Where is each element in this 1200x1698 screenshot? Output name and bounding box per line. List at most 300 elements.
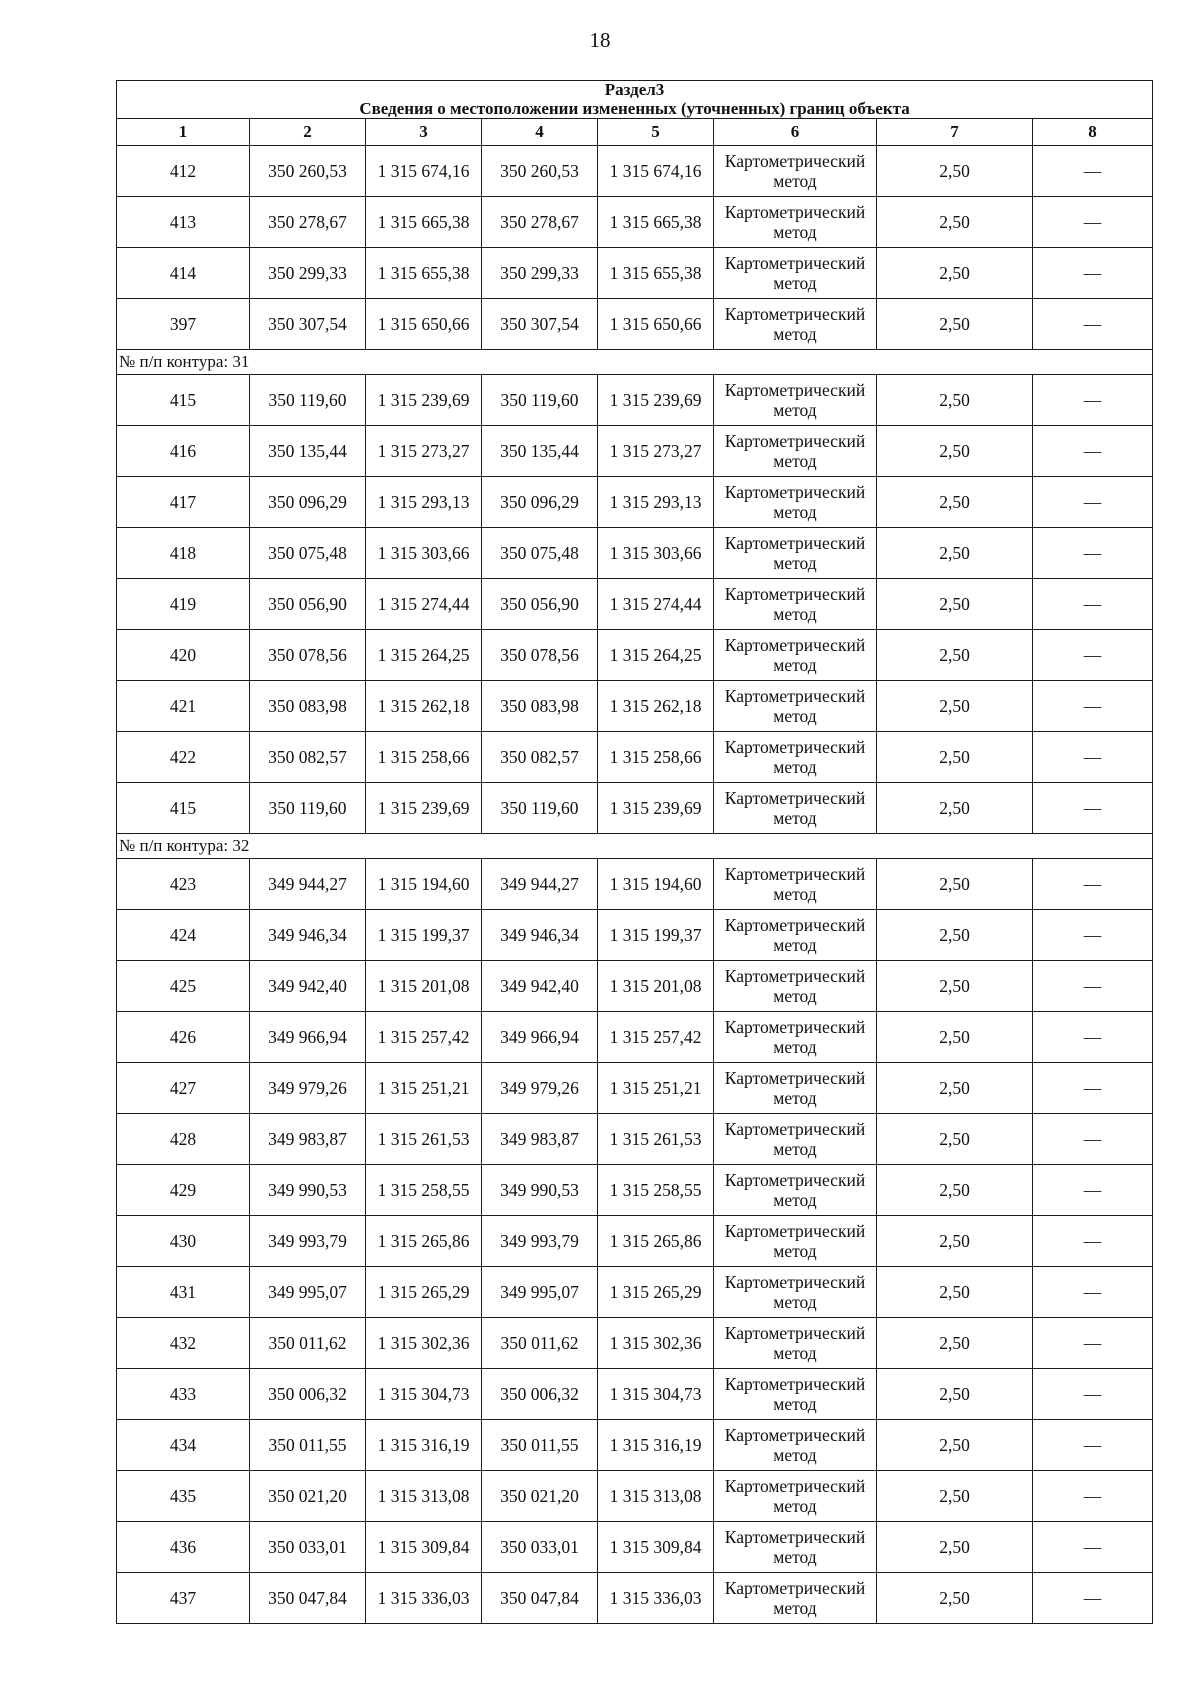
method-cell xyxy=(714,375,877,426)
table-row xyxy=(117,299,1153,350)
x-new-cell: 350 307,54 xyxy=(482,299,598,350)
x-new-cell: 350 033,01 xyxy=(482,1522,598,1573)
note-cell: — xyxy=(1033,477,1153,528)
precision-cell: 2,50 xyxy=(877,375,1033,426)
table-row xyxy=(117,732,1153,783)
method-text-line: Картометрический xyxy=(724,1068,866,1089)
x-new-cell: 349 966,94 xyxy=(482,1012,598,1063)
method-text-line: Картометрический xyxy=(724,737,866,758)
y-existing-cell: 1 315 665,38 xyxy=(366,197,482,248)
method-cell xyxy=(714,1012,877,1063)
x-new-cell: 350 299,33 xyxy=(482,248,598,299)
precision-cell: 2,50 xyxy=(877,1420,1033,1471)
y-new-cell: 1 315 265,29 xyxy=(598,1267,714,1318)
table-row xyxy=(117,1267,1153,1318)
x-existing-cell: 350 119,60 xyxy=(250,375,366,426)
precision-cell: 2,50 xyxy=(877,579,1033,630)
point-number-cell: 435 xyxy=(117,1471,250,1522)
note-cell: — xyxy=(1033,248,1153,299)
x-existing-cell: 349 993,79 xyxy=(250,1216,366,1267)
x-existing-cell: 350 078,56 xyxy=(250,630,366,681)
precision-cell: 2,50 xyxy=(877,1216,1033,1267)
method-text-line: метод xyxy=(773,1088,817,1109)
y-new-cell: 1 315 293,13 xyxy=(598,477,714,528)
table-row xyxy=(117,1573,1153,1624)
method-cell xyxy=(714,1165,877,1216)
point-number-cell: 415 xyxy=(117,783,250,834)
x-existing-cell: 350 307,54 xyxy=(250,299,366,350)
x-new-cell: 349 946,34 xyxy=(482,910,598,961)
method-text-line: Картометрический xyxy=(724,1272,866,1293)
column-header: 6 xyxy=(714,119,877,146)
column-header: 4 xyxy=(482,119,598,146)
method-cell xyxy=(714,1573,877,1624)
precision-cell: 2,50 xyxy=(877,1114,1033,1165)
table-row xyxy=(117,1471,1153,1522)
precision-cell: 2,50 xyxy=(877,1063,1033,1114)
precision-cell: 2,50 xyxy=(877,248,1033,299)
y-new-cell: 1 315 239,69 xyxy=(598,375,714,426)
method-text-line: метод xyxy=(773,706,817,727)
y-new-cell: 1 315 650,66 xyxy=(598,299,714,350)
y-existing-cell: 1 315 262,18 xyxy=(366,681,482,732)
table-row xyxy=(117,961,1153,1012)
x-existing-cell: 349 979,26 xyxy=(250,1063,366,1114)
table-row xyxy=(117,426,1153,477)
method-text-line: Картометрический xyxy=(724,1170,866,1191)
note-cell: — xyxy=(1033,910,1153,961)
section-title: Раздел3 xyxy=(604,80,665,99)
method-cell xyxy=(714,197,877,248)
method-text-line: Картометрический xyxy=(724,1578,866,1599)
method-text-line: Картометрический xyxy=(724,864,866,885)
method-text-line: метод xyxy=(773,222,817,243)
note-cell: — xyxy=(1033,1165,1153,1216)
point-number-cell: 437 xyxy=(117,1573,250,1624)
table-row xyxy=(117,1318,1153,1369)
y-existing-cell: 1 315 264,25 xyxy=(366,630,482,681)
method-text-line: Картометрический xyxy=(724,915,866,936)
note-cell: — xyxy=(1033,681,1153,732)
x-new-cell: 350 119,60 xyxy=(482,375,598,426)
coordinates-table xyxy=(116,80,1153,1624)
y-new-cell: 1 315 239,69 xyxy=(598,783,714,834)
y-existing-cell: 1 315 273,27 xyxy=(366,426,482,477)
precision-cell: 2,50 xyxy=(877,1573,1033,1624)
x-existing-cell: 350 056,90 xyxy=(250,579,366,630)
method-text-line: Картометрический xyxy=(724,151,866,172)
y-new-cell: 1 315 201,08 xyxy=(598,961,714,1012)
table-row xyxy=(117,1522,1153,1573)
note-cell: — xyxy=(1033,783,1153,834)
point-number-cell: 416 xyxy=(117,426,250,477)
method-cell xyxy=(714,299,877,350)
y-existing-cell: 1 315 650,66 xyxy=(366,299,482,350)
x-new-cell: 350 021,20 xyxy=(482,1471,598,1522)
note-cell: — xyxy=(1033,197,1153,248)
y-new-cell: 1 315 273,27 xyxy=(598,426,714,477)
method-cell xyxy=(714,1471,877,1522)
precision-cell: 2,50 xyxy=(877,1471,1033,1522)
point-number-cell: 397 xyxy=(117,299,250,350)
table-body xyxy=(117,146,1153,1624)
table-row xyxy=(117,197,1153,248)
y-existing-cell: 1 315 239,69 xyxy=(366,375,482,426)
method-text-line: метод xyxy=(773,808,817,829)
x-new-cell: 350 119,60 xyxy=(482,783,598,834)
method-cell xyxy=(714,681,877,732)
method-text-line: метод xyxy=(773,884,817,905)
method-cell xyxy=(714,630,877,681)
x-existing-cell: 350 135,44 xyxy=(250,426,366,477)
point-number-cell: 426 xyxy=(117,1012,250,1063)
method-cell xyxy=(714,426,877,477)
y-new-cell: 1 315 674,16 xyxy=(598,146,714,197)
y-existing-cell: 1 315 655,38 xyxy=(366,248,482,299)
method-text-line: Картометрический xyxy=(724,966,866,987)
x-new-cell: 349 983,87 xyxy=(482,1114,598,1165)
table-row xyxy=(117,630,1153,681)
column-header: 2 xyxy=(250,119,366,146)
table-row xyxy=(117,579,1153,630)
x-new-cell: 349 979,26 xyxy=(482,1063,598,1114)
table-row xyxy=(117,1012,1153,1063)
precision-cell: 2,50 xyxy=(877,1318,1033,1369)
y-new-cell: 1 315 194,60 xyxy=(598,859,714,910)
table-row xyxy=(117,681,1153,732)
note-cell: — xyxy=(1033,859,1153,910)
method-cell xyxy=(714,910,877,961)
method-text-line: метод xyxy=(773,273,817,294)
precision-cell: 2,50 xyxy=(877,1165,1033,1216)
note-cell: — xyxy=(1033,1267,1153,1318)
x-new-cell: 350 260,53 xyxy=(482,146,598,197)
x-existing-cell: 350 096,29 xyxy=(250,477,366,528)
y-new-cell: 1 315 665,38 xyxy=(598,197,714,248)
method-cell xyxy=(714,859,877,910)
x-existing-cell: 349 946,34 xyxy=(250,910,366,961)
y-new-cell: 1 315 309,84 xyxy=(598,1522,714,1573)
table-row xyxy=(117,1114,1153,1165)
method-text-line: метод xyxy=(773,1292,817,1313)
precision-cell: 2,50 xyxy=(877,528,1033,579)
table-row xyxy=(117,528,1153,579)
precision-cell: 2,50 xyxy=(877,1012,1033,1063)
point-number-cell: 428 xyxy=(117,1114,250,1165)
note-cell: — xyxy=(1033,579,1153,630)
method-text-line: метод xyxy=(773,757,817,778)
method-text-line: Картометрический xyxy=(724,1323,866,1344)
precision-cell: 2,50 xyxy=(877,299,1033,350)
y-existing-cell: 1 315 309,84 xyxy=(366,1522,482,1573)
method-text-line: метод xyxy=(773,1547,817,1568)
y-existing-cell: 1 315 313,08 xyxy=(366,1471,482,1522)
method-text-line: метод xyxy=(773,1445,817,1466)
x-existing-cell: 350 033,01 xyxy=(250,1522,366,1573)
x-existing-cell: 350 082,57 xyxy=(250,732,366,783)
x-existing-cell: 350 083,98 xyxy=(250,681,366,732)
x-existing-cell: 350 006,32 xyxy=(250,1369,366,1420)
precision-cell: 2,50 xyxy=(877,197,1033,248)
column-header: 7 xyxy=(877,119,1033,146)
note-cell: — xyxy=(1033,732,1153,783)
method-text-line: метод xyxy=(773,553,817,574)
y-new-cell: 1 315 251,21 xyxy=(598,1063,714,1114)
y-existing-cell: 1 315 257,42 xyxy=(366,1012,482,1063)
precision-cell: 2,50 xyxy=(877,477,1033,528)
method-cell xyxy=(714,1114,877,1165)
contour-label: № п/п контура: 31 xyxy=(117,350,1153,375)
point-number-cell: 422 xyxy=(117,732,250,783)
table-row xyxy=(117,1420,1153,1471)
y-existing-cell: 1 315 674,16 xyxy=(366,146,482,197)
method-cell xyxy=(714,248,877,299)
point-number-cell: 415 xyxy=(117,375,250,426)
method-cell xyxy=(714,477,877,528)
y-new-cell: 1 315 304,73 xyxy=(598,1369,714,1420)
table-row xyxy=(117,477,1153,528)
x-new-cell: 350 011,55 xyxy=(482,1420,598,1471)
method-text-line: метод xyxy=(773,1139,817,1160)
column-header: 8 xyxy=(1033,119,1153,146)
point-number-cell: 427 xyxy=(117,1063,250,1114)
precision-cell: 2,50 xyxy=(877,426,1033,477)
method-text-line: Картометрический xyxy=(724,1527,866,1548)
method-cell xyxy=(714,732,877,783)
x-existing-cell: 349 942,40 xyxy=(250,961,366,1012)
method-text-line: Картометрический xyxy=(724,1221,866,1242)
method-text-line: метод xyxy=(773,1598,817,1619)
point-number-cell: 414 xyxy=(117,248,250,299)
table-row xyxy=(117,146,1153,197)
x-existing-cell: 349 990,53 xyxy=(250,1165,366,1216)
note-cell: — xyxy=(1033,1522,1153,1573)
method-text-line: Картометрический xyxy=(724,482,866,503)
x-existing-cell: 349 995,07 xyxy=(250,1267,366,1318)
y-new-cell: 1 315 302,36 xyxy=(598,1318,714,1369)
point-number-cell: 431 xyxy=(117,1267,250,1318)
method-text-line: метод xyxy=(773,324,817,345)
table-row xyxy=(117,859,1153,910)
method-text-line: Картометрический xyxy=(724,304,866,325)
x-existing-cell: 350 299,33 xyxy=(250,248,366,299)
method-text-line: метод xyxy=(773,604,817,625)
x-existing-cell: 350 278,67 xyxy=(250,197,366,248)
y-existing-cell: 1 315 274,44 xyxy=(366,579,482,630)
x-new-cell: 349 944,27 xyxy=(482,859,598,910)
x-existing-cell: 349 944,27 xyxy=(250,859,366,910)
note-cell: — xyxy=(1033,1369,1153,1420)
table-title xyxy=(117,81,1153,119)
method-text-line: метод xyxy=(773,1496,817,1517)
method-cell xyxy=(714,961,877,1012)
y-existing-cell: 1 315 194,60 xyxy=(366,859,482,910)
contour-label-row xyxy=(117,350,1153,375)
method-text-line: метод xyxy=(773,171,817,192)
method-cell xyxy=(714,1369,877,1420)
y-new-cell: 1 315 265,86 xyxy=(598,1216,714,1267)
note-cell: — xyxy=(1033,146,1153,197)
method-text-line: метод xyxy=(773,1190,817,1211)
note-cell: — xyxy=(1033,1318,1153,1369)
note-cell: — xyxy=(1033,299,1153,350)
column-header: 1 xyxy=(117,119,250,146)
x-existing-cell: 350 011,55 xyxy=(250,1420,366,1471)
x-new-cell: 349 942,40 xyxy=(482,961,598,1012)
method-text-line: Картометрический xyxy=(724,533,866,554)
y-existing-cell: 1 315 251,21 xyxy=(366,1063,482,1114)
x-existing-cell: 350 260,53 xyxy=(250,146,366,197)
y-new-cell: 1 315 655,38 xyxy=(598,248,714,299)
y-existing-cell: 1 315 201,08 xyxy=(366,961,482,1012)
method-text-line: Картометрический xyxy=(724,1476,866,1497)
x-new-cell: 350 135,44 xyxy=(482,426,598,477)
y-new-cell: 1 315 264,25 xyxy=(598,630,714,681)
x-existing-cell: 350 075,48 xyxy=(250,528,366,579)
y-new-cell: 1 315 274,44 xyxy=(598,579,714,630)
method-cell xyxy=(714,1063,877,1114)
x-existing-cell: 349 983,87 xyxy=(250,1114,366,1165)
note-cell: — xyxy=(1033,1420,1153,1471)
y-new-cell: 1 315 258,66 xyxy=(598,732,714,783)
point-number-cell: 417 xyxy=(117,477,250,528)
point-number-cell: 430 xyxy=(117,1216,250,1267)
page-number: 18 xyxy=(589,28,611,52)
precision-cell: 2,50 xyxy=(877,630,1033,681)
y-existing-cell: 1 315 303,66 xyxy=(366,528,482,579)
y-new-cell: 1 315 313,08 xyxy=(598,1471,714,1522)
method-text-line: Картометрический xyxy=(724,380,866,401)
x-new-cell: 350 011,62 xyxy=(482,1318,598,1369)
y-existing-cell: 1 315 316,19 xyxy=(366,1420,482,1471)
method-text-line: метод xyxy=(773,1241,817,1262)
method-text-line: метод xyxy=(773,451,817,472)
method-cell xyxy=(714,783,877,834)
y-existing-cell: 1 315 199,37 xyxy=(366,910,482,961)
y-existing-cell: 1 315 265,29 xyxy=(366,1267,482,1318)
method-cell xyxy=(714,1522,877,1573)
note-cell: — xyxy=(1033,1012,1153,1063)
x-new-cell: 350 075,48 xyxy=(482,528,598,579)
method-text-line: Картометрический xyxy=(724,1374,866,1395)
y-new-cell: 1 315 199,37 xyxy=(598,910,714,961)
x-new-cell: 349 993,79 xyxy=(482,1216,598,1267)
x-new-cell: 349 990,53 xyxy=(482,1165,598,1216)
precision-cell: 2,50 xyxy=(877,783,1033,834)
x-new-cell: 350 006,32 xyxy=(482,1369,598,1420)
point-number-cell: 425 xyxy=(117,961,250,1012)
table-row xyxy=(117,1216,1153,1267)
column-header-row xyxy=(117,119,1153,146)
column-header: 5 xyxy=(598,119,714,146)
point-number-cell: 420 xyxy=(117,630,250,681)
method-cell xyxy=(714,528,877,579)
table-row xyxy=(117,1369,1153,1420)
method-text-line: Картометрический xyxy=(724,686,866,707)
x-new-cell: 350 096,29 xyxy=(482,477,598,528)
method-cell xyxy=(714,146,877,197)
method-text-line: метод xyxy=(773,1394,817,1415)
method-cell xyxy=(714,1267,877,1318)
point-number-cell: 413 xyxy=(117,197,250,248)
x-new-cell: 350 083,98 xyxy=(482,681,598,732)
table-row xyxy=(117,910,1153,961)
x-existing-cell: 350 119,60 xyxy=(250,783,366,834)
point-number-cell: 421 xyxy=(117,681,250,732)
method-text-line: метод xyxy=(773,655,817,676)
method-text-line: Картометрический xyxy=(724,584,866,605)
method-text-line: метод xyxy=(773,935,817,956)
contour-label-row xyxy=(117,834,1153,859)
precision-cell: 2,50 xyxy=(877,910,1033,961)
table-caption: Сведения о местоположении измененных (уточненных) границ объекта xyxy=(359,98,910,118)
method-text-line: Картометрический xyxy=(724,788,866,809)
x-existing-cell: 350 011,62 xyxy=(250,1318,366,1369)
x-new-cell: 350 078,56 xyxy=(482,630,598,681)
note-cell: — xyxy=(1033,961,1153,1012)
point-number-cell: 419 xyxy=(117,579,250,630)
y-existing-cell: 1 315 265,86 xyxy=(366,1216,482,1267)
method-text-line: Картометрический xyxy=(724,635,866,656)
method-text-line: метод xyxy=(773,986,817,1007)
table-row xyxy=(117,783,1153,834)
y-new-cell: 1 315 257,42 xyxy=(598,1012,714,1063)
point-number-cell: 436 xyxy=(117,1522,250,1573)
point-number-cell: 423 xyxy=(117,859,250,910)
y-new-cell: 1 315 258,55 xyxy=(598,1165,714,1216)
x-new-cell: 350 082,57 xyxy=(482,732,598,783)
note-cell: — xyxy=(1033,426,1153,477)
note-cell: — xyxy=(1033,528,1153,579)
point-number-cell: 412 xyxy=(117,146,250,197)
precision-cell: 2,50 xyxy=(877,1267,1033,1318)
method-cell xyxy=(714,1318,877,1369)
x-existing-cell: 350 047,84 xyxy=(250,1573,366,1624)
y-existing-cell: 1 315 261,53 xyxy=(366,1114,482,1165)
method-cell xyxy=(714,579,877,630)
x-new-cell: 349 995,07 xyxy=(482,1267,598,1318)
y-new-cell: 1 315 303,66 xyxy=(598,528,714,579)
y-existing-cell: 1 315 302,36 xyxy=(366,1318,482,1369)
y-existing-cell: 1 315 239,69 xyxy=(366,783,482,834)
note-cell: — xyxy=(1033,1471,1153,1522)
note-cell: — xyxy=(1033,630,1153,681)
point-number-cell: 433 xyxy=(117,1369,250,1420)
point-number-cell: 429 xyxy=(117,1165,250,1216)
method-cell xyxy=(714,1420,877,1471)
table-row xyxy=(117,375,1153,426)
precision-cell: 2,50 xyxy=(877,1522,1033,1573)
precision-cell: 2,50 xyxy=(877,1369,1033,1420)
precision-cell: 2,50 xyxy=(877,961,1033,1012)
y-new-cell: 1 315 316,19 xyxy=(598,1420,714,1471)
y-existing-cell: 1 315 293,13 xyxy=(366,477,482,528)
precision-cell: 2,50 xyxy=(877,146,1033,197)
point-number-cell: 432 xyxy=(117,1318,250,1369)
point-number-cell: 418 xyxy=(117,528,250,579)
x-new-cell: 350 047,84 xyxy=(482,1573,598,1624)
y-new-cell: 1 315 262,18 xyxy=(598,681,714,732)
x-new-cell: 350 056,90 xyxy=(482,579,598,630)
precision-cell: 2,50 xyxy=(877,732,1033,783)
method-text-line: метод xyxy=(773,1037,817,1058)
method-text-line: Картометрический xyxy=(724,1017,866,1038)
method-text-line: Картометрический xyxy=(724,202,866,223)
method-text-line: Картометрический xyxy=(724,1119,866,1140)
y-new-cell: 1 315 336,03 xyxy=(598,1573,714,1624)
contour-label: № п/п контура: 32 xyxy=(117,834,1153,859)
y-existing-cell: 1 315 258,55 xyxy=(366,1165,482,1216)
